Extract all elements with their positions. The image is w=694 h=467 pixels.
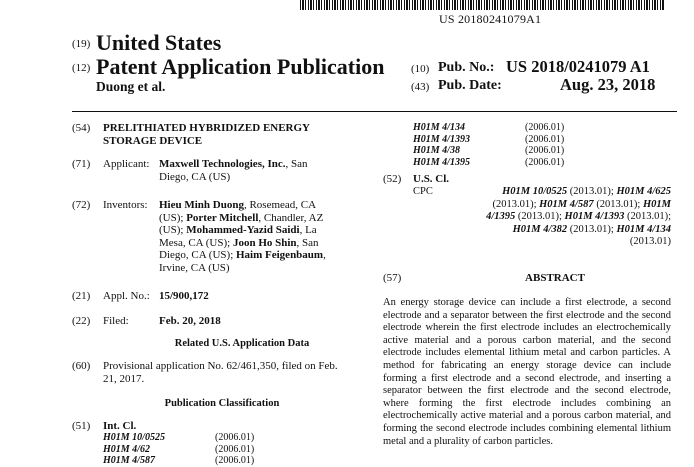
code-19: (19) (72, 38, 91, 50)
class-symbol: H01M 10/0525 (103, 432, 165, 443)
inventor-location: Mesa, CA (US); (159, 236, 233, 249)
class-symbol: H01M 4/134 (413, 122, 465, 133)
applicant-location: , San (285, 158, 308, 170)
pub-date: Aug. 23, 2018 (560, 75, 656, 94)
classification-row (413, 122, 613, 134)
applicant-label: Applicant: (103, 158, 150, 170)
classification-row (103, 444, 303, 456)
cpc-version: (2013.01); (515, 211, 565, 223)
invention-title (103, 122, 310, 147)
class-symbol: H01M 4/62 (103, 443, 150, 455)
cpc-version: (2013.01); (492, 198, 540, 210)
applicant-name: Maxwell Technologies, Inc. (159, 158, 286, 170)
pub-no-label: Pub. No.: (438, 60, 495, 75)
cpc-symbol: H01M 4/587 (539, 198, 594, 210)
inventor-location: , San (296, 236, 319, 249)
classification-row (103, 432, 303, 444)
classification-row (413, 145, 613, 157)
class-symbol: H01M 4/587 (103, 455, 155, 466)
title-line-2: STORAGE DEVICE (103, 134, 203, 147)
barcode (300, 0, 665, 10)
classification-row (413, 134, 613, 146)
title-line-1: PRELITHIATED HYBRIDIZED ENERGY (103, 122, 311, 134)
inventor-location: , (323, 249, 326, 262)
cpc-version: (2013.01) (629, 236, 671, 248)
int-cl-continued (413, 122, 613, 168)
cpc-version: (2013.01); (567, 186, 617, 197)
int-cl-list (103, 432, 303, 467)
inventor-location: , Chandler, AZ (258, 211, 324, 224)
inventor-name: Joon Ho Shin (232, 236, 297, 249)
applicant-field (159, 158, 414, 183)
applicant-location-2: Diego, CA (US) (159, 170, 231, 183)
inventors-label: Inventors: (103, 199, 148, 211)
cpc-symbol: H01M 4/134 (616, 223, 671, 235)
cpc-version: (2013.01); (567, 223, 617, 235)
code-10: (10) (411, 63, 430, 75)
cpc-symbol: H01M (642, 198, 671, 210)
code-21: (21) (72, 290, 91, 302)
code-57: (57) (383, 272, 402, 284)
cpc-symbol: H01M 10/0525 (502, 186, 568, 197)
inventors-field (159, 199, 414, 275)
code-12: (12) (72, 62, 91, 74)
pub-no: US 2018/0241079 A1 (506, 57, 650, 76)
publication-classification-heading: Publication Classification (164, 398, 280, 409)
code-22: (22) (72, 315, 91, 327)
inventor-location: , Rosemead, CA (243, 199, 317, 211)
cpc-classifications (432, 186, 671, 249)
pub-date-label: Pub. Date: (438, 78, 502, 93)
inventor-name: Haim Feigenbaum (236, 249, 324, 262)
cpc-symbol: H01M 4/625 (616, 186, 671, 197)
authors: Duong et al. (96, 79, 166, 94)
cpc-symbol: 4/1395 (486, 211, 516, 223)
class-version: (2006.01) (525, 156, 565, 168)
cpc-label: CPC (413, 186, 433, 197)
code-52: (52) (383, 173, 402, 185)
provisional-application (103, 360, 365, 385)
class-symbol: H01M 4/38 (413, 145, 460, 156)
header-divider (72, 111, 677, 112)
cpc-symbol: H01M 4/1393 (564, 211, 625, 223)
class-version: (2006.01) (525, 122, 565, 133)
inventor-location: Diego, CA (US); (159, 249, 236, 262)
code-72: (72) (72, 199, 91, 211)
barcode-number: US 20180241079A1 (439, 12, 542, 26)
inventor-location: Irvine, CA (US) (159, 261, 230, 274)
inventor-name: Porter Mitchell (186, 211, 259, 224)
inventor-location: , La (299, 224, 317, 237)
provisional-line-2: 21, 2017. (103, 372, 145, 385)
code-71: (71) (72, 158, 91, 170)
code-60: (60) (72, 360, 91, 372)
provisional-line-1: Provisional application No. 62/461,350, filed on Feb. (103, 360, 338, 372)
cpc-version: (2013.01); (624, 211, 671, 223)
appl-no: 15/900,172 (159, 290, 209, 302)
cpc-symbol: H01M 4/382 (512, 223, 568, 235)
class-version: (2006.01) (525, 145, 565, 156)
appl-no-label: Appl. No.: (103, 290, 150, 302)
inventor-location: (US); (159, 211, 187, 224)
country: United States (96, 30, 222, 55)
us-cl-label: U.S. Cl. (413, 173, 450, 185)
inventor-name: Hieu Minh Duong (159, 199, 244, 211)
abstract-heading: ABSTRACT (525, 272, 585, 284)
filed-label: Filed: (103, 315, 129, 327)
code-43: (43) (411, 81, 430, 93)
class-version: (2006.01) (525, 133, 565, 145)
inventor-location: (US); (159, 224, 187, 237)
code-51: (51) (72, 420, 91, 432)
class-symbol: H01M 4/1393 (413, 133, 470, 145)
document-type: Patent Application Publication (96, 54, 385, 79)
related-data-heading: Related U.S. Application Data (174, 338, 310, 349)
inventor-name: Mohammed-Yazid Saidi (186, 224, 300, 237)
int-cl-label: Int. Cl. (103, 420, 137, 432)
code-54: (54) (72, 122, 91, 134)
class-version: (2006.01) (215, 455, 255, 466)
cpc-version: (2013.01); (593, 198, 643, 210)
class-version: (2006.01) (215, 443, 255, 455)
class-symbol: H01M 4/1395 (413, 156, 470, 168)
filed-date: Feb. 20, 2018 (159, 315, 221, 327)
class-version: (2006.01) (215, 432, 255, 443)
classification-row (413, 157, 613, 169)
abstract-text: An energy storage device can include a first electrode, a second electrode and a separator between the first electrode and the second electrode wherein the first electrode includes an electrochemically active material and a porous carbon material, and the second electrode includes elemental lithium metal and carbon particles. A method for fabricating an energy storage device can include forming a first electrode and a second electrode, and inserting a separator between the first electrode and the second electrode, where forming the first electrode includes combining an electrochemically active material and a porous carbon material, and forming the second electrode includes combining elemental lithium metal and a plurality of carbon particles. (383, 297, 671, 447)
